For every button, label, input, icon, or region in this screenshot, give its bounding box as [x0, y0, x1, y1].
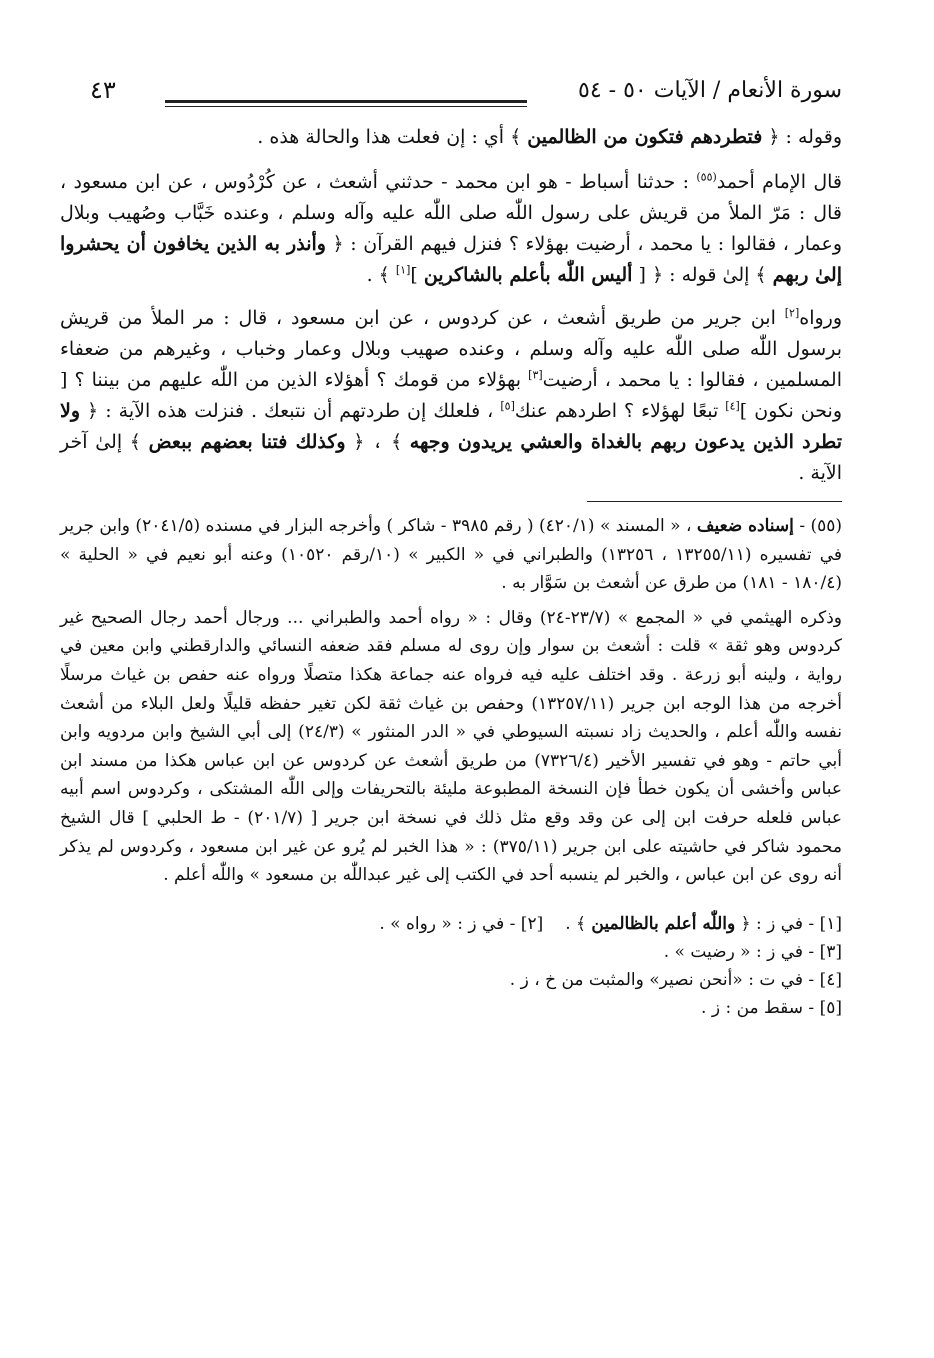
page-header [60, 70, 842, 122]
p2-quran-quote-1: وأنذر به الذين يخافون أن يحشروا إلىٰ ربهم [60, 233, 842, 286]
footnote-separator [587, 501, 842, 502]
variant-ref-1: [١] [395, 263, 411, 277]
p1-text-post: ﴾ أي : إن فعلت هذا والحالة هذه . [257, 126, 528, 148]
footnote-55-text: ، « المسند » (٤٢٠/١) ( رقم ٣٩٨٥ - شاكر ) وأخرجه البزار في مسنده (٢٠٤١/٥) وابن جرير في تفسيره (١٣٢٥٥/١١ ، ١٣٢٥٦) والطبراني في « الكبير » (١٠/رقم ١٠٥٢٠) وعنه أبو نعيم في « الحلية » (١٨٠/٤ - ١٨١) من طرق عن أشعث بن سَوَّار به . [60, 516, 843, 594]
footnote-55-continued: وذكره الهيثمي في « المجمع » (٢٣/٧-٢٤) وقال : « رواه أحمد والطبراني ... ورجال أحمد رجال الصحيح غير كردوس وهو ثقة » قلت : أشعث بن سوار وإن روى له مسلم فقد ضعفه النسائي والدارقطني وابن معين في رواية ، ولينه أبو زرعة . وقد اختلف عليه فيه فرواه عنه جماعة هكذا متصلًا ورواه عنه حفص بن غياث مرسلًا أخرجه من هذا الوجه ابن جرير (١٣٢٥٧/١١) وحفص بن غياث ثقة لكن تغير حفظه قليلًا ولعل البلاء من أشعث نفسه واللّٰه أعلم ، والحديث زاد نسبته السيوطي في « الدر المنثور » (٢٤/٣) إلى أبي الشيخ وابن مردويه وابن أبي حاتم - وهو في تفسير الأخير (٧٣٢٦/٤) من طريق أشعث عن كردوس عن ابن عباس هكذا من مسند ابن عباس وأخشى أن يكون خطأ فإن النسخة المطبوعة مليئة بالتحريفات وإلى اللّٰه المشتكى ، وكردوس اسم أبيه عباس فلعله حرفت ابن إلى عن وقد وقع مثل ذلك في نسخة ابن جرير [ (٢٠١/٧) - ط الحلبي ] قال الشيخ محمود شاكر في حاشيته على ابن جرير (٣٧٥/١١) : « هذا الخبر لم يُرو عن غير ابن مسعود ، وكردوس لم يذكر أنه روى عن ابن عباس ، والخبر لم ينسبه أحد في الكتب إلى غير عبداللّٰه بن مسعود » واللّٰه أعلم . [60, 607, 842, 886]
p3-text-2: ابن جرير من طريق أشعث ، عن كردوس ، عن ابن مسعود ، قال : مر الملأ من قريش برسول اللّٰه صلى اللّٰه عليه وآله وسلم ، وعنده صهيب وبلال وعمار وخباب ، وغيرهم من ضعفاء المسلمين ، فقالوا : يا محمد ، أرضيت [60, 307, 842, 391]
p3-text-4: تبعًا لهؤلاء ؟ اطردهم عنك [514, 400, 726, 422]
p3-text-6: ﴾ ، ﴿ [345, 431, 410, 453]
variant-1-quote: واللّٰه أعلم بالظالمين [591, 913, 736, 934]
p1-quran-quote: فتطردهم فتكون من الظالمين [527, 126, 763, 148]
variant-ref-4: [٤] [725, 399, 740, 413]
variant-ref-5: [٥] [500, 399, 515, 413]
variant-4: [٤] - في ت : «أنحن نصير» والمثبت من خ ، ز . [509, 969, 842, 990]
p2-text-2: : حدثنا أسباط - هو ابن محمد - حدثني أشعث ، عن كُرْدُوس ، عن ابن مسعود ، قال : مَرّ الملأ من قريش على رسول اللّٰه صلى اللّٰه عليه وآله وسلم ، وعنده خَبَّاب وصُهيب وبلال وعمار ، فقالوا : يا محمد ، أرضيت بهؤلاء ؟ فنزل فيهم القرآن : ﴿ [60, 171, 842, 255]
header-rule [165, 100, 527, 103]
footnote-55 [60, 512, 842, 598]
footnote-55-grading: إسناده ضعيف [696, 516, 794, 536]
p2-quran-quote-2: أليس اللّٰه بأعلم بالشاكرين [423, 264, 633, 286]
paragraph-3 [60, 303, 842, 489]
p3-text-1: ورواه [799, 307, 842, 329]
paragraph-2 [60, 167, 842, 291]
variant-notes [60, 910, 842, 1022]
variant-2: [٢] - في ز : « رواه » . [379, 913, 544, 934]
footnote-ref-55: (٥٥) [696, 170, 717, 184]
variant-ref-2: [٢] [784, 306, 800, 320]
p2-text-4: ] [410, 264, 424, 286]
main-text [60, 122, 842, 489]
p3-quran-quote-1: ولا تطرد الذين يدعون ربهم بالغداة والعشي يريدون وجهه [60, 400, 842, 453]
page [60, 70, 842, 1022]
paragraph-1 [60, 122, 842, 153]
footnote-55-number: (٥٥) - [793, 516, 843, 536]
variant-ref-3: [٣] [528, 368, 543, 382]
variant-1-pre: [١] - في ز : ﴿ [735, 913, 842, 934]
page-number: ٤٣ [90, 76, 116, 104]
running-title: سورة الأنعام / الآيات ٥٠ - ٥٤ [578, 78, 842, 103]
p2-text-5: ﴾ . [366, 264, 396, 286]
variant-row-1 [60, 910, 842, 938]
p2-text-3: ﴾ إلىٰ قوله : ﴿ [ [632, 264, 773, 286]
variant-3: [٣] - في ز : « رضيت » . [663, 941, 842, 962]
variant-1-post: ﴾ . [565, 913, 592, 934]
variant-5: [٥] - سقط من : ز . [701, 997, 842, 1018]
p3-quran-quote-2: وكذلك فتنا بعضهم ببعض [148, 431, 346, 453]
footnotes [60, 512, 842, 890]
p3-text-3: بهؤلاء من قومك ؟ أهؤلاء الذين من اللّٰه عليهم من بيننا ؟ [ ونحن نكون ] [60, 369, 843, 422]
p1-text-pre: وقوله : ﴿ [762, 126, 842, 148]
p3-text-7: ﴾ إلىٰ آخر الآية . [60, 431, 842, 484]
p2-text-1: قال الإمام أحمد [716, 171, 843, 193]
p3-text-5: ، فلعلك إن طردتهم أن نتبعك . فنزلت هذه الآية : ﴿ [80, 400, 501, 422]
